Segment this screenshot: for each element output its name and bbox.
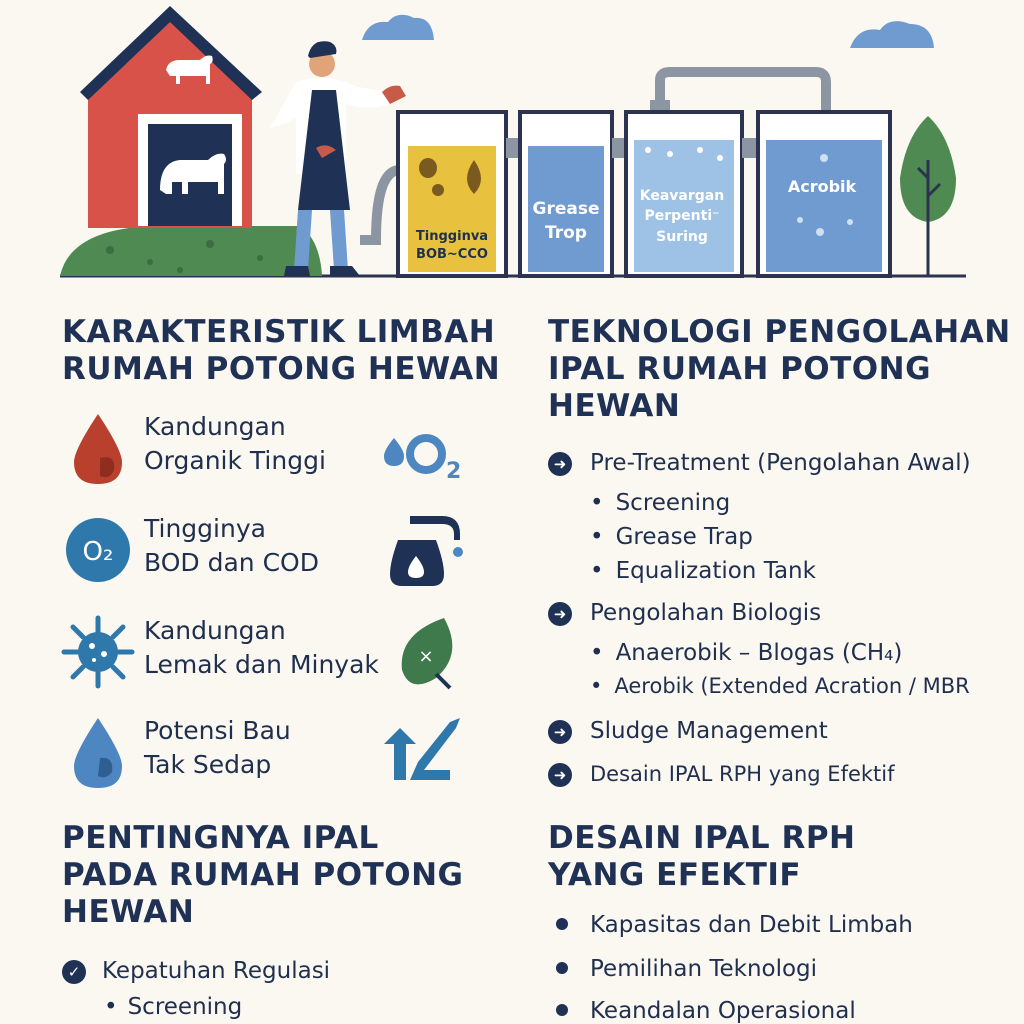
sub-aerobik: • Aerobik (Extended Acration / MBR xyxy=(590,674,970,698)
arrow-right-icon: ➜ xyxy=(548,763,572,787)
bacteria-icon xyxy=(60,614,136,690)
char-item-bau-line-2: Tak Sedap xyxy=(144,750,272,779)
sub-screening: • Screening xyxy=(590,490,730,516)
desain-item-teknologi xyxy=(548,956,817,982)
tree-icon xyxy=(900,116,956,276)
tank-2 xyxy=(520,112,612,276)
char-item-bau xyxy=(60,714,490,794)
o2-circle-icon xyxy=(60,512,136,588)
svg-text:O₂: O₂ xyxy=(82,537,114,567)
sub-grease-trap: • Grease Trap xyxy=(590,524,753,550)
arrow-right-icon: ➜ xyxy=(548,602,572,626)
wastewater-treatment-illustration xyxy=(0,0,1024,290)
char-item-organik xyxy=(60,410,490,490)
svg-text:2: 2 xyxy=(446,459,462,484)
arrow-right-icon: ➜ xyxy=(548,720,572,744)
char-item-bod-cod-line-1: Tingginya xyxy=(144,514,266,543)
tank-2-label-line-1: Grease xyxy=(532,199,600,219)
step-biologis-label: Pengolahan Biologis xyxy=(590,600,822,626)
arrow-right-icon: ➜ xyxy=(548,452,572,476)
cloud-icon xyxy=(362,15,934,48)
bullet-dot-icon xyxy=(556,962,568,974)
water-drop-icon xyxy=(60,714,136,790)
desain-item-teknologi-label: Pemilihan Teknologi xyxy=(590,956,818,982)
char-item-organik-line-1: Kandungan xyxy=(144,412,286,441)
tank-3-label-line-1: Keavargan xyxy=(639,188,725,204)
desain-item-keandalan xyxy=(548,998,856,1024)
step-desain xyxy=(548,762,895,787)
tank-1-label-line-1: Tingginva xyxy=(415,229,489,244)
pentingnya-title-line-2: PADA RUMAH POTONG xyxy=(62,857,464,893)
tank-3-label-line-2: Perpenti⁻ xyxy=(644,208,720,224)
sub-anaerobik: • Anaerobik – Blogas (CH₄) xyxy=(590,640,902,666)
karakteristik-title-line-1: KARAKTERISTIK LIMBAH xyxy=(62,314,496,350)
step-biologis xyxy=(548,600,821,626)
char-item-organik-line-2: Organik Tinggi xyxy=(144,446,326,475)
teknologi-title xyxy=(548,314,1011,425)
step-sludge-label: Sludge Management xyxy=(590,718,828,744)
char-item-bod-cod xyxy=(60,512,490,592)
step-pre-treatment-label: Pre-Treatment (Pengolahan Awal) xyxy=(590,450,971,476)
barn xyxy=(80,6,262,228)
teknologi-title-line-3: HEWAN xyxy=(548,388,681,424)
desain-title-line-2: YANG EFEKTIF xyxy=(548,857,802,893)
pentingnya-sub-screening: • Screening xyxy=(104,994,243,1020)
arrow-up-icon xyxy=(380,714,470,790)
step-sludge xyxy=(548,718,828,744)
char-item-lemak xyxy=(60,614,490,694)
bullet-dot-icon xyxy=(556,918,568,930)
svg-text:×: × xyxy=(418,646,434,667)
tank-1-label-line-2: BOB~CCO xyxy=(416,247,488,262)
pentingnya-sub-screening-label: Screening xyxy=(127,994,243,1020)
karakteristik-title xyxy=(62,314,500,388)
tank-4-label: Acrobik xyxy=(787,177,857,196)
char-item-lemak-line-2: Lemak dan Minyak xyxy=(144,650,379,679)
faucet-bottle-icon xyxy=(380,512,470,588)
grass-hill xyxy=(60,226,322,276)
desain-item-keandalan-label: Keandalan Operasional xyxy=(590,998,856,1024)
karakteristik-title-line-2: RUMAH POTONG HEWAN xyxy=(62,351,501,387)
leaf-icon xyxy=(380,614,470,690)
step-desain-label: Desain IPAL RPH yang Efektif xyxy=(590,762,895,786)
pentingnya-title xyxy=(62,820,463,931)
pentingnya-item-regulasi xyxy=(62,958,330,984)
teknologi-title-line-1: TEKNOLOGI PENGOLAHAN xyxy=(548,314,1011,350)
char-item-bod-cod-line-2: BOD dan COD xyxy=(144,548,319,577)
tank-2-label-line-2: Trop xyxy=(545,223,587,243)
blood-drop-icon xyxy=(60,410,136,486)
pentingnya-title-line-1: PENTINGNYA IPAL xyxy=(62,820,379,856)
desain-title-line-1: DESAIN IPAL RPH xyxy=(548,820,856,856)
char-item-bau-line-1: Potensi Bau xyxy=(144,716,291,745)
check-circle-icon: ✓ xyxy=(62,960,86,984)
pentingnya-title-line-3: HEWAN xyxy=(62,894,195,930)
char-item-lemak-line-1: Kandungan xyxy=(144,616,286,645)
desain-title xyxy=(548,820,855,894)
step-pre-treatment xyxy=(548,450,971,476)
bullet-dot-icon xyxy=(556,1004,568,1016)
teknologi-title-line-2: IPAL RUMAH POTONG xyxy=(548,351,932,387)
desain-item-kapasitas xyxy=(548,912,913,938)
oxygen-drops-icon xyxy=(380,410,470,486)
tank-3-label-line-3: Suring xyxy=(656,229,708,245)
pentingnya-item-regulasi-label: Kepatuhan Regulasi xyxy=(102,958,331,984)
desain-item-kapasitas-label: Kapasitas dan Debit Limbah xyxy=(590,912,913,938)
sub-equalization: • Equalization Tank xyxy=(590,558,816,584)
